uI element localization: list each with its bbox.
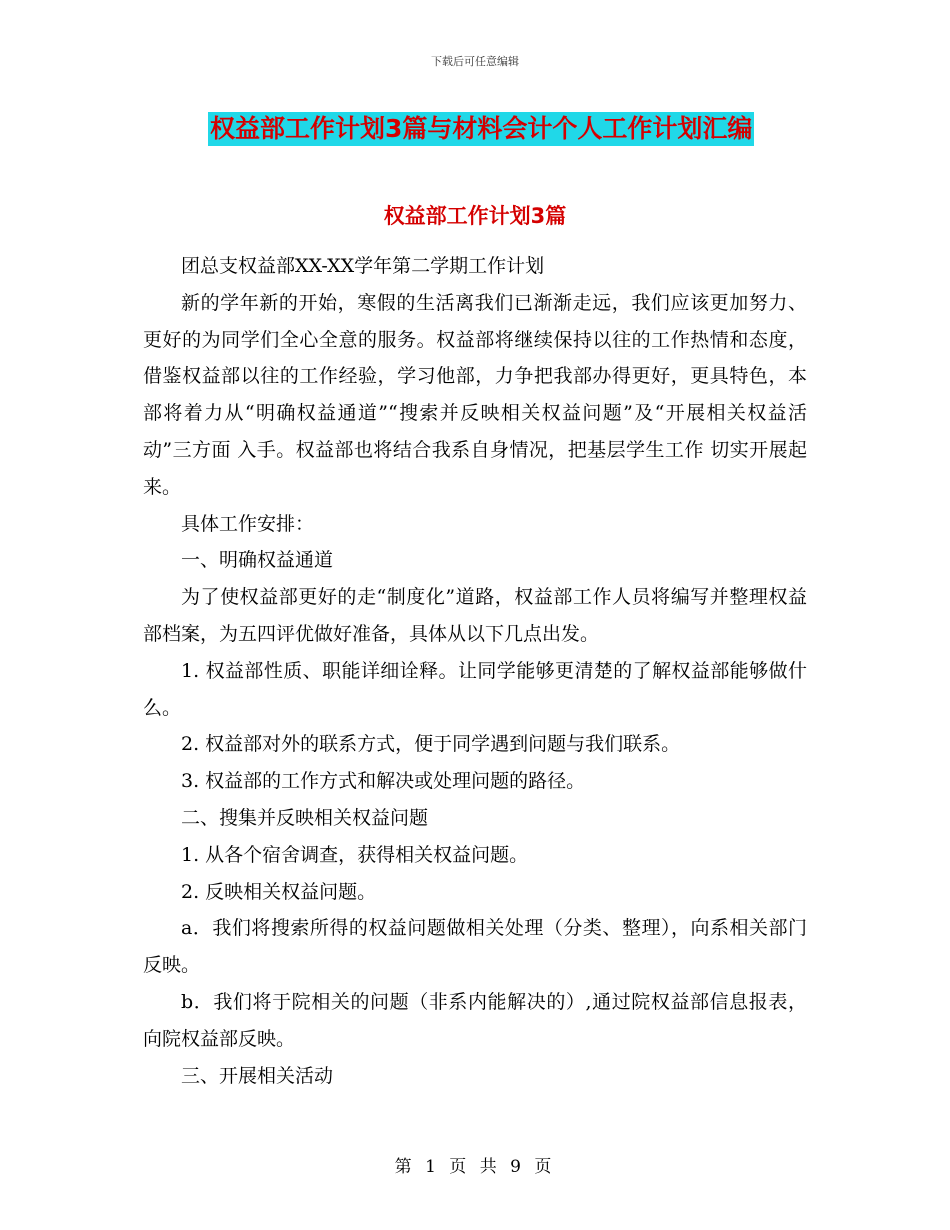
paragraph-item-2: 2. 权益部对外的联系方式，便于同学遇到问题与我们联系。 (181, 733, 681, 756)
section-title: 权益部工作计划3篇 (383, 204, 567, 228)
header-note: 下载后可任意编辑 (431, 55, 519, 68)
paragraph-section-two-item-2: 2. 反映相关权益问题。 (181, 880, 377, 903)
paragraph-section-one-heading: 一、明确权益通道 (181, 549, 334, 572)
paragraph-section-two-item-1: 1. 从各个宿舍调查，获得相关权益问题。 (181, 843, 529, 866)
paragraph-item-b: b．我们将于院相关的问题（非系内能解决的）,通过院权益部信息报表，向院权益部反映。 (143, 990, 807, 1050)
paragraph-section-two-heading: 二、搜集并反映相关权益问题 (181, 806, 429, 829)
paragraph-item-a: a．我们将搜索所得的权益问题做相关处理（分类、整理），向系相关部门反映。 (143, 917, 807, 977)
paragraph-intro: 新的学年新的开始，寒假的生活离我们已渐渐走远，我们应该更加努力、更好的为同学们全心全意的服务。权益部将继续保持以往的工作热情和态度，借鉴权益部以往的工作经验，学习他部，力争把我部办得更好，更具特色，本部将着力从“明确权益通道”“搜索并反映相关权益问题”及“开展相关权益活动”三方面 入手。权益部也将结合我系自身情况，把基层学生工作 切实开展起来。 (143, 291, 807, 498)
paragraph-section-one-body: 为了使权益部更好的走“制度化”道路，权益部工作人员将编写并整理权益部档案，为五四评优做好准备，具体从以下几点出发。 (143, 586, 807, 645)
paragraph-item-3: 3. 权益部的工作方式和解决或处理问题的路径。 (181, 770, 586, 793)
document-title: 权益部工作计划3篇与材料会计个人工作计划汇编 (208, 112, 754, 146)
paragraph-item-1: 1. 权益部性质、职能详细诠释。让同学能够更清楚的了解权益部能够做什么。 (143, 659, 807, 719)
document-body (143, 248, 807, 1094)
page-footer: 第 1 页 共 9 页 (394, 1157, 556, 1177)
paragraph-arrangement-heading: 具体工作安排： (181, 512, 315, 535)
paragraph-plan-heading: 团总支权益部XX-XX学年第二学期工作计划 (181, 255, 545, 277)
paragraph-section-three-heading: 三、开展相关活动 (181, 1064, 334, 1087)
